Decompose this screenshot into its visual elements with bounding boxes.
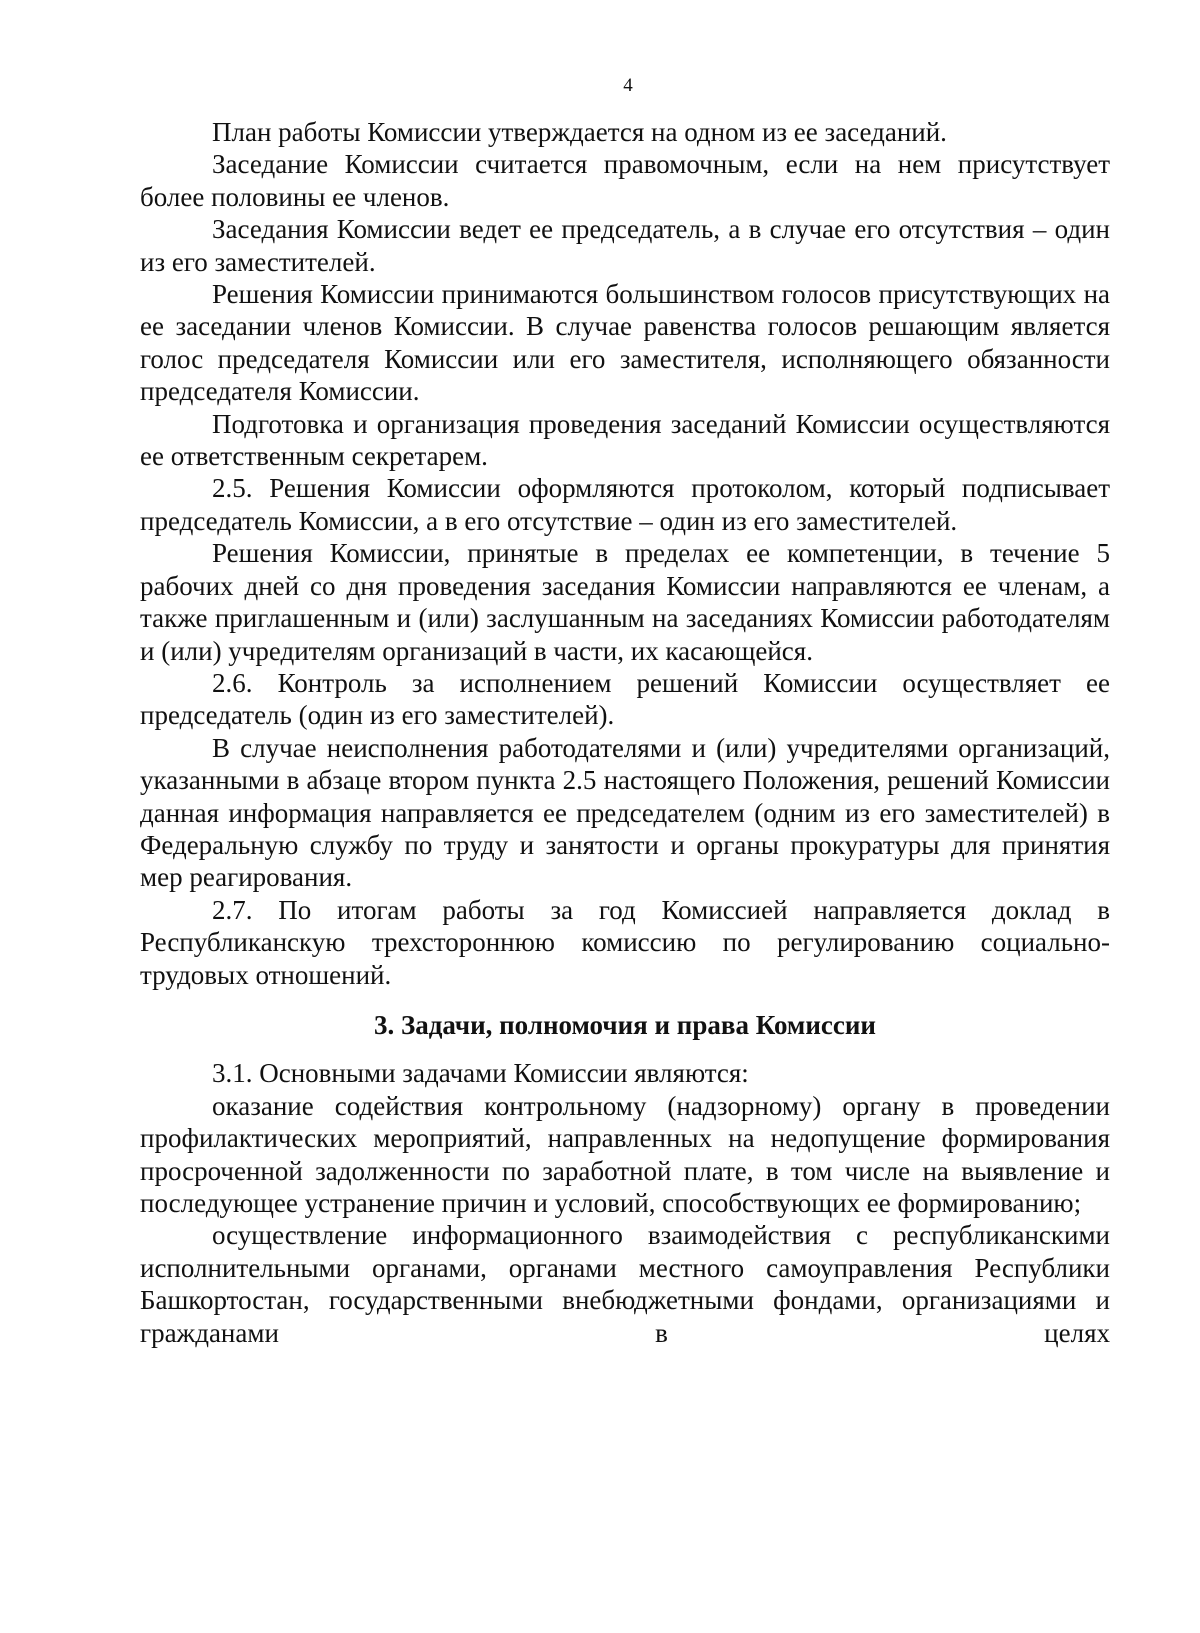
paragraph: осуществление информационного взаимодействия с республиканскими исполнительными органами, органами местного самоуправления Республики Башкортостан, государственными внебюджетными фондами, организациями и гражданами в целях (140, 1220, 1110, 1348)
paragraph: оказание содействия контрольному (надзорному) органу в проведении профилактических мероприятий, направленных на недопущение формирования просроченной задолженности по заработной плате, в том числе на выявление и последующее устранение причин и условий, способствующих ее формированию; (140, 1090, 1110, 1218)
paragraph: Решения Комиссии принимаются большинством голосов присутствующих на ее заседании членов Комиссии. В случае равенства голосов решающим является голос председателя Комиссии или его заместителя, исполняющего обязанности председателя Комиссии. (140, 279, 1110, 407)
paragraph: 2.6. Контроль за исполнением решений Комиссии осуществляет ее председатель (один из его заместителей). (140, 667, 1110, 731)
document-body (140, 116, 1110, 1349)
paragraph: Заседание Комиссии считается правомочным, если на нем присутствует более половины ее членов. (140, 149, 1110, 212)
paragraph: В случае неисполнения работодателями и (или) учредителями организаций, указанными в абзаце втором пункта 2.5 настоящего Положения, решений Комиссии данная информация направляется ее председателем (одним из его заместителей) в Федеральную службу по труду и занятости и органы прокуратуры для принятия мер реагирования. (140, 732, 1110, 893)
paragraph: Решения Комиссии, принятые в пределах ее компетенции, в течение 5 рабочих дней со дня проведения заседания Комиссии направляются ее членам, а также приглашенным и (или) заслушанным на заседаниях Комиссии работодателям и (или) учредителям организаций в части, их касающейся. (140, 538, 1110, 666)
paragraph: 2.5. Решения Комиссии оформляются протоколом, который подписывает председатель Комиссии, а в его отсутствие – один из его заместителей. (140, 473, 1110, 536)
paragraph: Подготовка и организация проведения заседаний Комиссии осуществляются ее ответственным секретарем. (140, 408, 1110, 472)
paragraph: Заседания Комиссии ведет ее председатель, а в случае его отсутствия – один из его заместителей. (140, 214, 1110, 277)
paragraph: 3.1. Основными задачами Комиссии являются: (212, 1058, 749, 1089)
page-number: 4 (623, 75, 633, 96)
paragraph: 2.7. По итогам работы за год Комиссией направляется доклад в Республиканскую трехстороннюю комиссию по регулированию социально-трудовых отношений. (140, 894, 1110, 990)
paragraph: План работы Комиссии утверждается на одном из ее заседаний. (212, 117, 947, 147)
section-heading: 3. Задачи, полномочия и права Комиссии (374, 1009, 876, 1040)
